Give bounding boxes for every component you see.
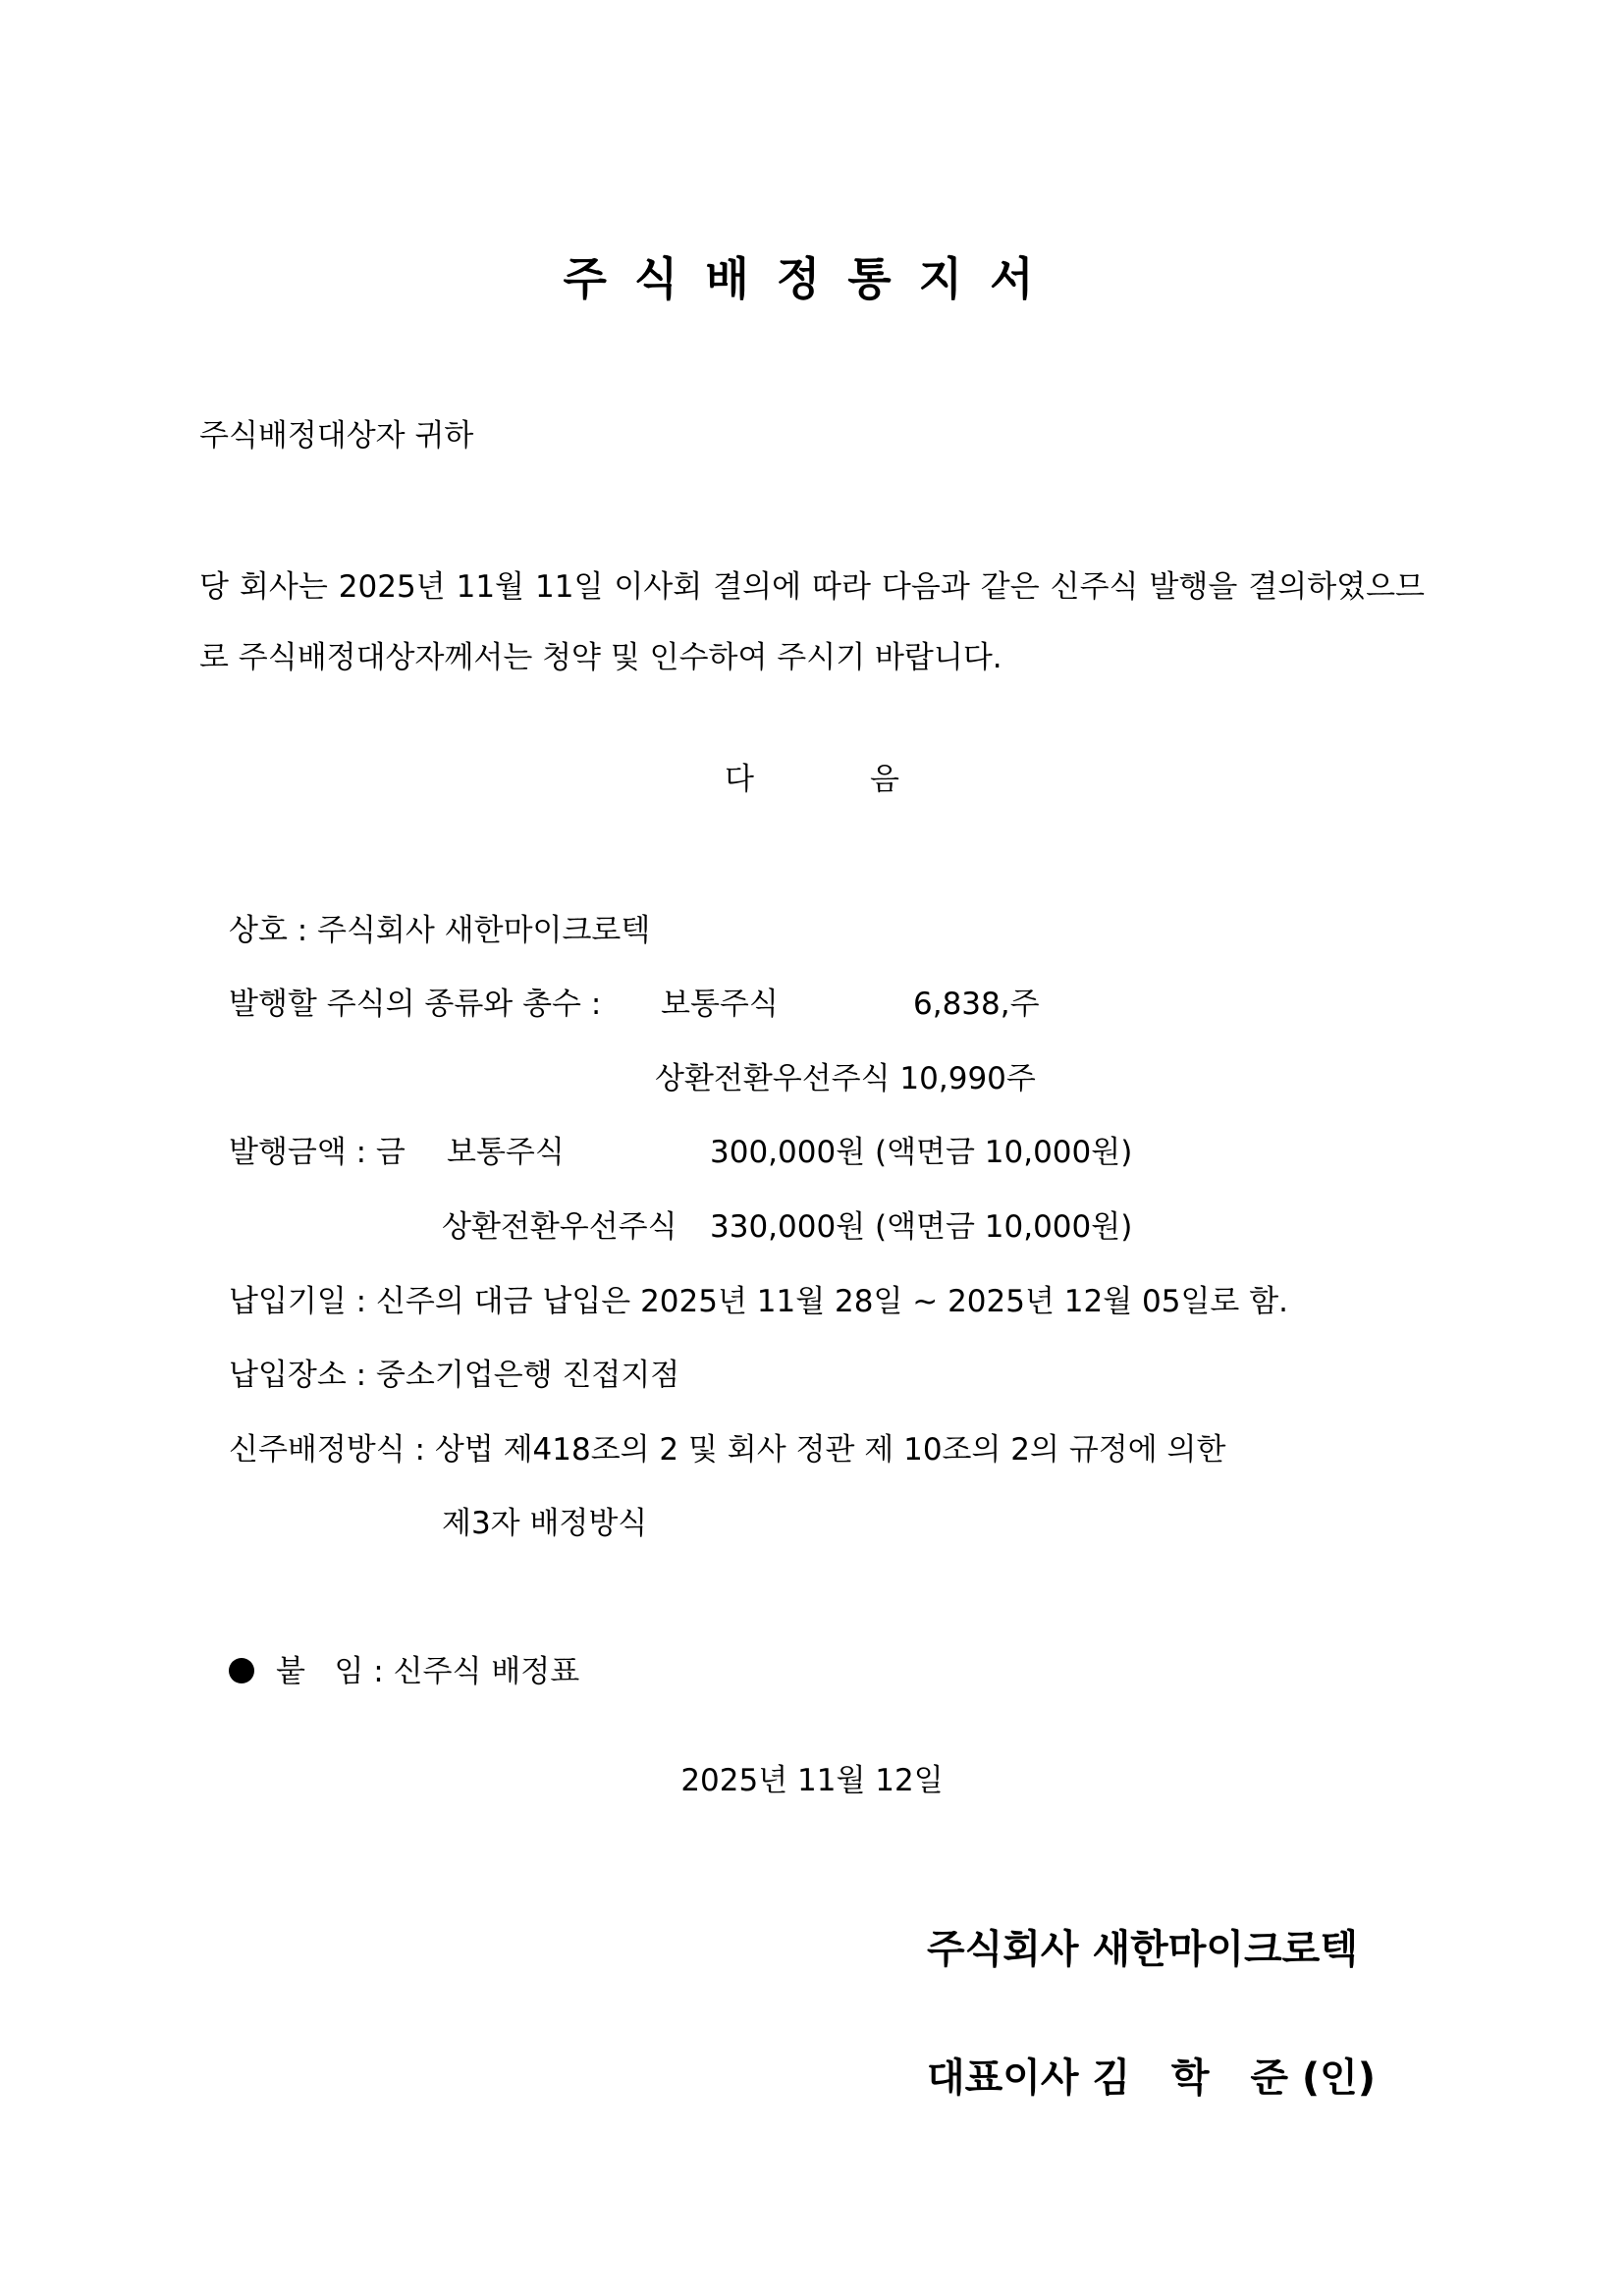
company-name: 주식회사 새한마이크로텍 xyxy=(927,1927,1358,1972)
heading-char-2: 음 xyxy=(870,762,899,797)
heading-char-1: 다 xyxy=(725,762,754,797)
amount-label: 발행금액 : 금 xyxy=(229,1135,406,1170)
representative: 대표이사 김 학 준 (인) xyxy=(927,2056,1377,2101)
shares-common-label: 보통주식 xyxy=(661,987,779,1022)
amount-preferred-label: 상환전환우선주식 xyxy=(442,1209,677,1245)
intro-paragraph: 당 회사는 2025년 11월 11일 이사회 결의에 따라 다음과 같은 신주식 발행을 결의하였으므로 주식배정대상자께서는 청약 및 인수하여 주시기 바랍니다. xyxy=(199,569,1425,675)
shares-label: 발행할 주식의 종류와 총수 : xyxy=(229,987,602,1022)
shares-common-value: 6,838,주 xyxy=(913,987,1040,1022)
attachment-line xyxy=(229,1646,579,1690)
attachment-text: 붙 임 : 신주식 배정표 xyxy=(276,1654,580,1689)
trade-name: 상호 : 주식회사 새한마이크로텍 xyxy=(229,913,651,948)
amount-common-value: 300,000원 (액면금 10,000원) xyxy=(710,1135,1133,1170)
payment-date: 납입기일 : 신주의 대금 납입은 2025년 11월 28일 ~ 2025년 12월 05일로 함. xyxy=(229,1284,1289,1319)
allocation-method: 신주배정방식 : 상법 제418조의 2 및 회사 정관 제 10조의 2의 규정에 의한 xyxy=(229,1432,1226,1468)
allocation-method-cont: 제3자 배정방식 xyxy=(442,1506,648,1541)
shares-preferred: 상환전환우선주식 10,990주 xyxy=(655,1061,1036,1096)
document-title: 주식배정통지서 xyxy=(563,252,1061,305)
bullet-icon xyxy=(229,1658,254,1683)
amount-preferred-value: 330,000원 (액면금 10,000원) xyxy=(710,1209,1133,1245)
addressee: 주식배정대상자 귀하 xyxy=(199,418,474,454)
issue-date: 2025년 11월 12일 xyxy=(680,1763,944,1798)
section-heading xyxy=(0,754,1624,798)
amount-common-label: 보통주식 xyxy=(447,1135,565,1170)
payment-place: 납입장소 : 중소기업은행 진접지점 xyxy=(229,1358,680,1393)
